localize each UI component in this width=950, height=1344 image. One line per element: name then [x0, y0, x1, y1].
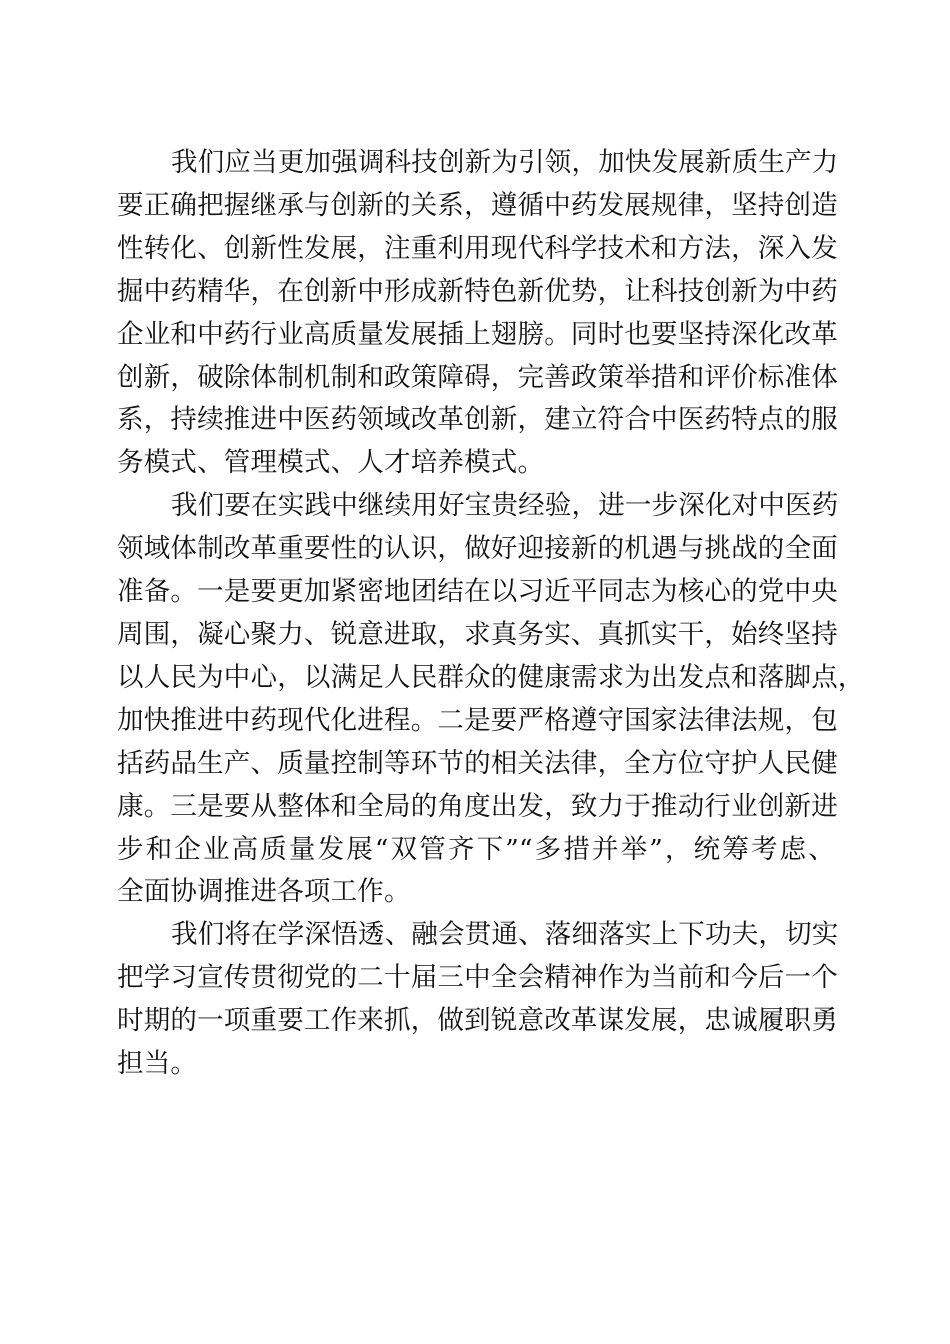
text-line: 准备。一是要更加紧密地团结在以习近平同志为核心的党中央 [117, 576, 838, 608]
text-line: 时期的一项重要工作来抓，做到锐意改革谋发展，忠诚履职勇 [117, 1005, 838, 1037]
text-line: 担当。 [117, 1048, 198, 1080]
text-line: 康。三是要从整体和全局的角度出发，致力于推动行业创新进 [117, 790, 838, 822]
text-line: 务模式、管理模式、人才培养模式。 [117, 447, 545, 479]
paragraph-1 [117, 142, 839, 485]
text-line: 以人民为中心，以满足人民群众的健康需求为出发点和落脚点， [117, 661, 865, 693]
text-line: 步和企业高质量发展“双管齐下”“多措并举”，统筹考虑、 [117, 833, 835, 865]
text-line: 要正确把握继承与创新的关系，遵循中药发展规律，坚持创造 [117, 189, 838, 221]
text-line: 全面协调推进各项工作。 [117, 876, 411, 908]
text-line: 括药品生产、质量控制等环节的相关法律，全方位守护人民健 [117, 747, 838, 779]
text-line: 性转化、创新性发展，注重利用现代科学技术和方法，深入发 [117, 232, 838, 264]
text-line: 周围，凝心聚力、锐意进取，求真务实、真抓实干，始终坚持 [117, 618, 838, 650]
text-line: 掘中药精华，在创新中形成新特色新优势，让科技创新为中药 [117, 275, 838, 307]
text-line: 我们应当更加强调科技创新为引领，加快发展新质生产力 [171, 147, 839, 178]
paragraph-3 [117, 914, 839, 1086]
text-line: 把学习宣传贯彻党的二十届三中全会精神作为当前和今后一个 [117, 962, 838, 994]
text-line: 创新，破除体制机制和政策障碍，完善政策举措和评价标准体 [117, 361, 838, 393]
document-body [117, 142, 865, 1086]
text-line: 系，持续推进中医药领域改革创新，建立符合中医药特点的服 [117, 404, 838, 436]
text-line: 领域体制改革重要性的认识，做好迎接新的机遇与挑战的全面 [117, 533, 838, 565]
text-line: 我们要在实践中继续用好宝贵经验，进一步深化对中医药 [171, 490, 839, 522]
paragraph-2 [117, 485, 865, 914]
text-line: 我们将在学深悟透、融会贯通、落细落实上下功夫，切实 [171, 919, 839, 951]
text-line: 加快推进中药现代化进程。二是要严格遵守国家法律法规，包 [117, 704, 838, 736]
text-line: 企业和中药行业高质量发展插上翅膀。同时也要坚持深化改革 [117, 318, 838, 350]
